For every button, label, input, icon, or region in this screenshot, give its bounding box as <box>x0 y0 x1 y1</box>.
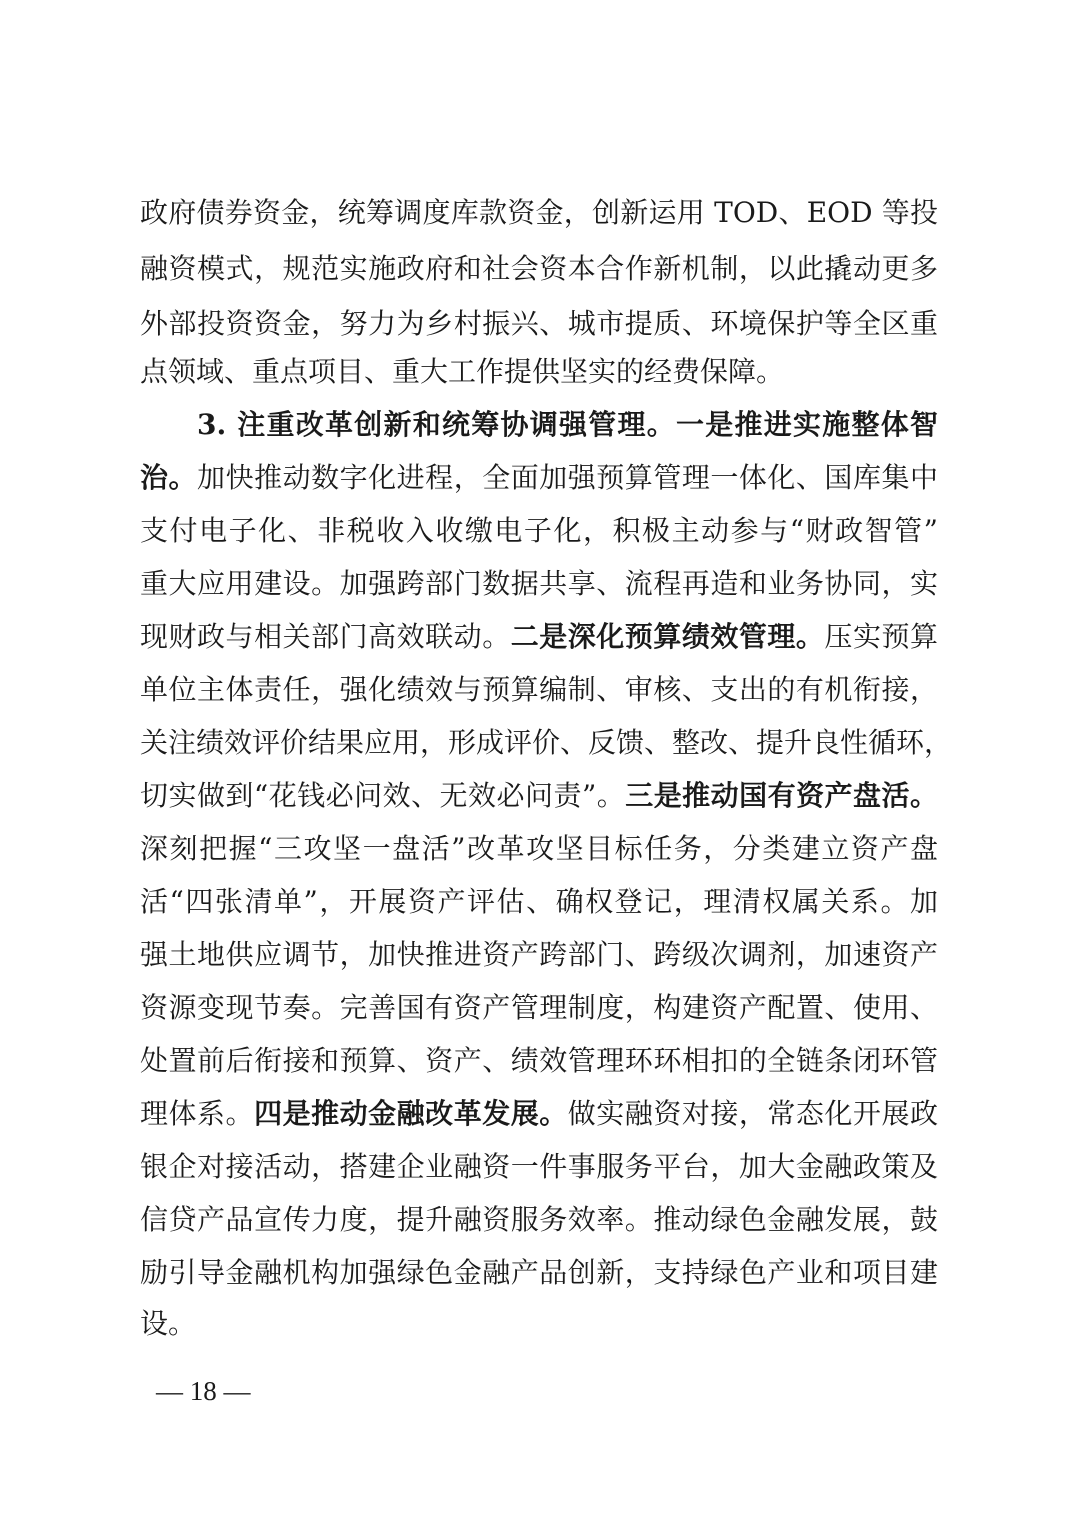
paragraph-line: 深刻把握“三攻坚一盘活”改革攻坚目标任务，分类建立资产盘 <box>140 832 938 865</box>
paragraph-line: 支付电子化、非税收入收缴电子化，积极主动参与“财政智管” <box>140 514 938 547</box>
paragraph-line: 重大应用建设。加强跨部门数据共享、流程再造和业务协同，实 <box>140 567 938 600</box>
text-run: 做实融资对接，常态化开展政 <box>567 1097 938 1130</box>
paragraph-line: 设。 <box>140 1307 197 1340</box>
paragraph-line: 外部投资资金，努力为乡村振兴、城市提质、环境保护等全区重 <box>140 307 938 340</box>
section-heading-line: 3. 注重改革创新和统筹协调强管理。一是推进实施整体智 <box>197 408 938 441</box>
bold-phrase: 四是推动金融改革发展。 <box>254 1097 568 1130</box>
bold-phrase: 治。 <box>140 461 198 494</box>
paragraph-line: 融资模式，规范实施政府和社会资本合作新机制，以此撬动更多 <box>140 252 938 285</box>
paragraph-line <box>140 776 938 816</box>
paragraph-line: 信贷产品宣传力度，提升融资服务效率。推动绿色金融发展，鼓 <box>140 1203 938 1236</box>
paragraph-line: 银企对接活动，搭建企业融资一件事服务平台，加大金融政策及 <box>140 1150 938 1183</box>
paragraph-line: 活“四张清单”，开展资产评估、确权登记，理清权属关系。加 <box>140 885 938 918</box>
page-number: — 18 — <box>156 1376 251 1406</box>
text-run: 理体系。 <box>140 1097 255 1130</box>
text-run: 加快推动数字化进程，全面加强预算管理一体化、国库集中 <box>197 461 938 494</box>
text-run: 压实预算 <box>824 620 938 653</box>
bold-phrase: 三是推动国有资产盘活。 <box>625 779 938 812</box>
text-run: 切实做到“花钱必问效、无效必问责”。 <box>140 779 626 812</box>
paragraph-line: 关注绩效评价结果应用，形成评价、反馈、整改、提升良性循环， <box>140 726 953 759</box>
paragraph-line <box>140 1094 938 1134</box>
bold-phrase: 二是深化预算绩效管理。 <box>510 620 825 653</box>
paragraph-line: 励引导金融机构加强绿色金融产品创新，支持绿色产业和项目建 <box>140 1256 938 1289</box>
paragraph-line: 政府债券资金，统筹调度库款资金，创新运用 TOD、EOD 等投 <box>140 196 938 229</box>
text-run: 现财政与相关部门高效联动。 <box>140 620 511 653</box>
paragraph-line: 强土地供应调节，加快推进资产跨部门、跨级次调剂，加速资产 <box>140 938 938 971</box>
paragraph-line <box>140 617 938 657</box>
paragraph-line: 单位主体责任，强化绩效与预算编制、审核、支出的有机衔接， <box>140 673 938 706</box>
paragraph-line: 点领域、重点项目、重大工作提供坚实的经费保障。 <box>140 355 785 388</box>
paragraph-line <box>140 458 938 498</box>
paragraph-line: 资源变现节奏。完善国有资产管理制度，构建资产配置、使用、 <box>140 991 938 1024</box>
paragraph-line: 处置前后衔接和预算、资产、绩效管理环环相扣的全链条闭环管 <box>140 1044 938 1077</box>
